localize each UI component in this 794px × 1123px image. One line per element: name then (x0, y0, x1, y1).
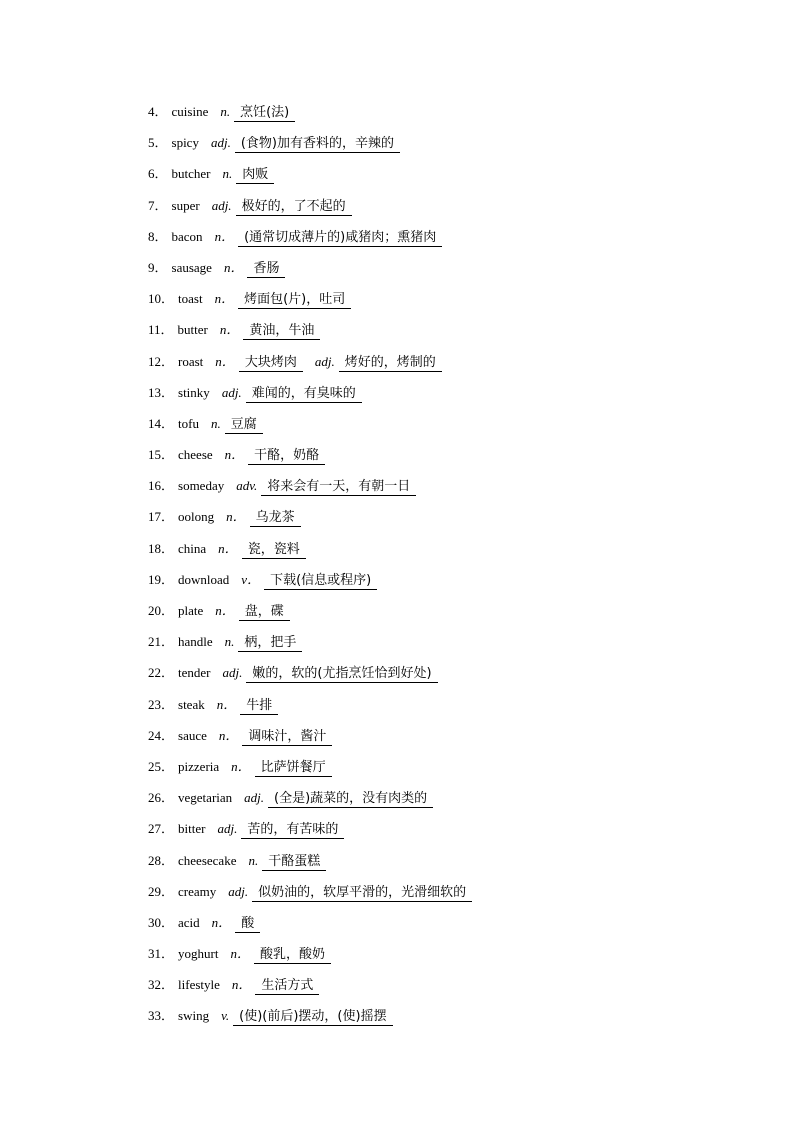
entry-word: china (178, 540, 207, 556)
definition-2: 烤好的，烤制的 (339, 355, 442, 372)
vocab-entry (148, 881, 748, 912)
part-of-speech: n． (219, 322, 240, 338)
definition: (通常切成薄片的)咸猪肉；熏猪肉 (238, 230, 442, 247)
vocab-entry (148, 1005, 748, 1036)
part-of-speech: adj. (211, 197, 232, 213)
part-of-speech: adj. (217, 821, 238, 837)
entry-number: 30． (148, 914, 175, 930)
part-of-speech: v． (241, 571, 261, 587)
definition: 盘，碟 (239, 604, 290, 621)
definition: 烤面包(片)，吐司 (238, 292, 351, 309)
definition: 下载(信息或程序) (264, 573, 377, 590)
entry-number: 26． (148, 790, 175, 806)
part-of-speech: n. (222, 166, 233, 182)
entry-word: yoghurt (178, 946, 219, 962)
part-of-speech: n. (248, 852, 259, 868)
definition: 烹饪(法) (234, 105, 295, 122)
definition: 乌龙茶 (250, 510, 301, 527)
entry-number: 28． (148, 852, 175, 868)
definition: 黄油，牛油 (243, 323, 320, 340)
entry-word: sauce (178, 727, 207, 743)
entry-number: 16． (148, 478, 175, 494)
part-of-speech: n． (231, 758, 251, 774)
entry-number: 15． (148, 447, 175, 463)
entry-number: 19． (148, 571, 175, 587)
definition: 大块烤肉 (239, 355, 303, 372)
part-of-speech: adj. (221, 384, 242, 400)
vocab-entry (148, 725, 748, 756)
entry-number: 24． (148, 727, 175, 743)
vocab-entry (148, 694, 748, 725)
entry-word: cheese (178, 447, 213, 463)
entry-number: 23． (148, 696, 175, 712)
vocab-entry (148, 506, 748, 537)
entry-word: oolong (178, 509, 215, 525)
entry-number: 13． (148, 384, 175, 400)
part-of-speech: n． (211, 914, 232, 930)
vocab-entry (148, 600, 748, 631)
definition: (全是)蔬菜的，没有肉类的 (268, 791, 433, 808)
entry-number: 9． (148, 259, 168, 275)
vocab-entry (148, 413, 748, 444)
vocab-entry (148, 850, 748, 881)
entry-number: 10． (148, 291, 175, 307)
vocab-entry (148, 288, 748, 319)
entry-number: 7． (148, 197, 168, 213)
entry-word: acid (178, 914, 200, 930)
part-of-speech: n． (216, 696, 237, 712)
entry-number: 6． (148, 166, 168, 182)
definition: 酸 (235, 916, 260, 933)
entry-word: creamy (178, 883, 217, 899)
part-of-speech: adj. (222, 665, 243, 681)
entry-number: 8． (148, 228, 168, 244)
definition: (食物)加有香料的，辛辣的 (235, 136, 400, 153)
definition: 难闻的，有臭味的 (246, 386, 362, 403)
definition: 酸乳，酸奶 (254, 947, 331, 964)
entry-word: vegetarian (178, 790, 233, 806)
entry-word: super (171, 197, 200, 213)
vocab-entry (148, 319, 748, 350)
vocab-entry (148, 756, 748, 787)
part-of-speech: adj. (244, 790, 265, 806)
vocab-entry (148, 226, 748, 257)
part-of-speech: n． (214, 291, 235, 307)
part-of-speech: adj. (210, 135, 231, 151)
entry-number: 5． (148, 135, 168, 151)
vocab-entry (148, 195, 748, 226)
vocab-entry (148, 662, 748, 693)
entry-number: 21． (148, 634, 175, 650)
entry-word: bitter (178, 821, 206, 837)
entry-number: 11． (148, 322, 174, 338)
entry-number: 20． (148, 603, 175, 618)
vocab-entry (148, 912, 748, 943)
part-of-speech: n． (223, 259, 244, 275)
entry-word: bacon (171, 228, 203, 244)
entry-word: download (178, 571, 230, 587)
entry-word: sausage (171, 259, 212, 275)
entry-number: 4． (148, 104, 168, 119)
entry-word: someday (178, 478, 225, 494)
part-of-speech: n. (220, 104, 231, 119)
part-of-speech: n． (224, 447, 245, 463)
vocab-entry (148, 631, 748, 662)
definition: 苦的，有苦味的 (241, 822, 344, 839)
entry-word: handle (178, 634, 213, 650)
entry-number: 14． (148, 415, 175, 431)
definition: 瓷，瓷料 (242, 542, 306, 559)
entry-word: stinky (178, 384, 210, 400)
definition: 牛排 (240, 698, 278, 715)
vocab-entry (148, 787, 748, 818)
definition: 调味汁，酱汁 (242, 729, 332, 746)
part-of-speech: v. (221, 1008, 230, 1024)
definition: 极好的，了不起的 (236, 199, 352, 216)
definition: 生活方式 (255, 978, 319, 995)
entry-word: cheesecake (178, 852, 237, 868)
entry-word: cuisine (171, 104, 209, 119)
definition: 似奶油的，软厚平滑的，光滑细软的 (252, 885, 472, 902)
entry-number: 27． (148, 821, 175, 837)
vocab-entry (148, 475, 748, 506)
vocab-entry (148, 943, 748, 974)
vocab-entry (148, 382, 748, 413)
entry-word: roast (178, 353, 204, 369)
vocab-entry (148, 974, 748, 1005)
part-of-speech: n． (226, 509, 246, 525)
vocab-entry (148, 444, 748, 475)
entry-number: 33． (148, 1008, 175, 1024)
entry-word: pizzeria (178, 758, 220, 774)
part-of-speech: adv. (236, 478, 258, 494)
definition: 肉贩 (236, 167, 274, 184)
part-of-speech: n． (231, 977, 252, 993)
definition: 豆腐 (225, 417, 263, 434)
entry-number: 12． (148, 353, 175, 369)
entry-word: toast (178, 291, 203, 307)
vocab-entry (148, 132, 748, 163)
vocab-entry (148, 257, 748, 288)
entry-word: tofu (178, 415, 199, 431)
part-of-speech: n． (218, 540, 238, 556)
entry-word: swing (178, 1008, 210, 1024)
definition: 香肠 (247, 261, 285, 278)
definition: 干酪蛋糕 (262, 854, 326, 871)
entry-number: 25． (148, 758, 175, 774)
part-of-speech: n． (230, 946, 250, 962)
part-of-speech: n． (215, 603, 235, 618)
entry-word: tender (178, 665, 211, 681)
vocab-entry (148, 163, 748, 194)
part-of-speech-2: adj. (314, 353, 335, 369)
definition: 比萨饼餐厅 (255, 760, 332, 777)
definition: 柄，把手 (238, 635, 302, 652)
entry-word: plate (178, 603, 204, 618)
entry-word: steak (178, 696, 205, 712)
entry-word: spicy (171, 135, 199, 151)
entry-number: 22． (148, 665, 175, 681)
vocabulary-list (148, 101, 748, 1037)
definition: 嫩的，软的(尤指烹饪恰到好处) (246, 666, 437, 683)
part-of-speech: n． (215, 353, 235, 369)
part-of-speech: n． (214, 228, 235, 244)
entry-word: butter (177, 322, 208, 338)
entry-number: 31． (148, 946, 175, 962)
part-of-speech: n. (224, 634, 235, 650)
vocab-entry (148, 101, 748, 132)
definition: 干酪，奶酪 (248, 448, 325, 465)
entry-number: 29． (148, 883, 175, 899)
definition: 将来会有一天，有朝一日 (261, 479, 416, 496)
entry-number: 32． (148, 977, 175, 993)
definition: (使)(前后)摆动，(使)摇摆 (233, 1009, 392, 1026)
vocab-entry (148, 818, 748, 849)
entry-word: lifestyle (178, 977, 220, 993)
vocab-entry (148, 569, 748, 600)
vocab-entry (148, 538, 748, 569)
entry-number: 18． (148, 540, 175, 556)
part-of-speech: n． (218, 727, 239, 743)
part-of-speech: adj. (228, 883, 249, 899)
entry-number: 17． (148, 509, 175, 525)
part-of-speech: n. (210, 415, 221, 431)
entry-word: butcher (171, 166, 211, 182)
vocab-entry (148, 351, 748, 382)
